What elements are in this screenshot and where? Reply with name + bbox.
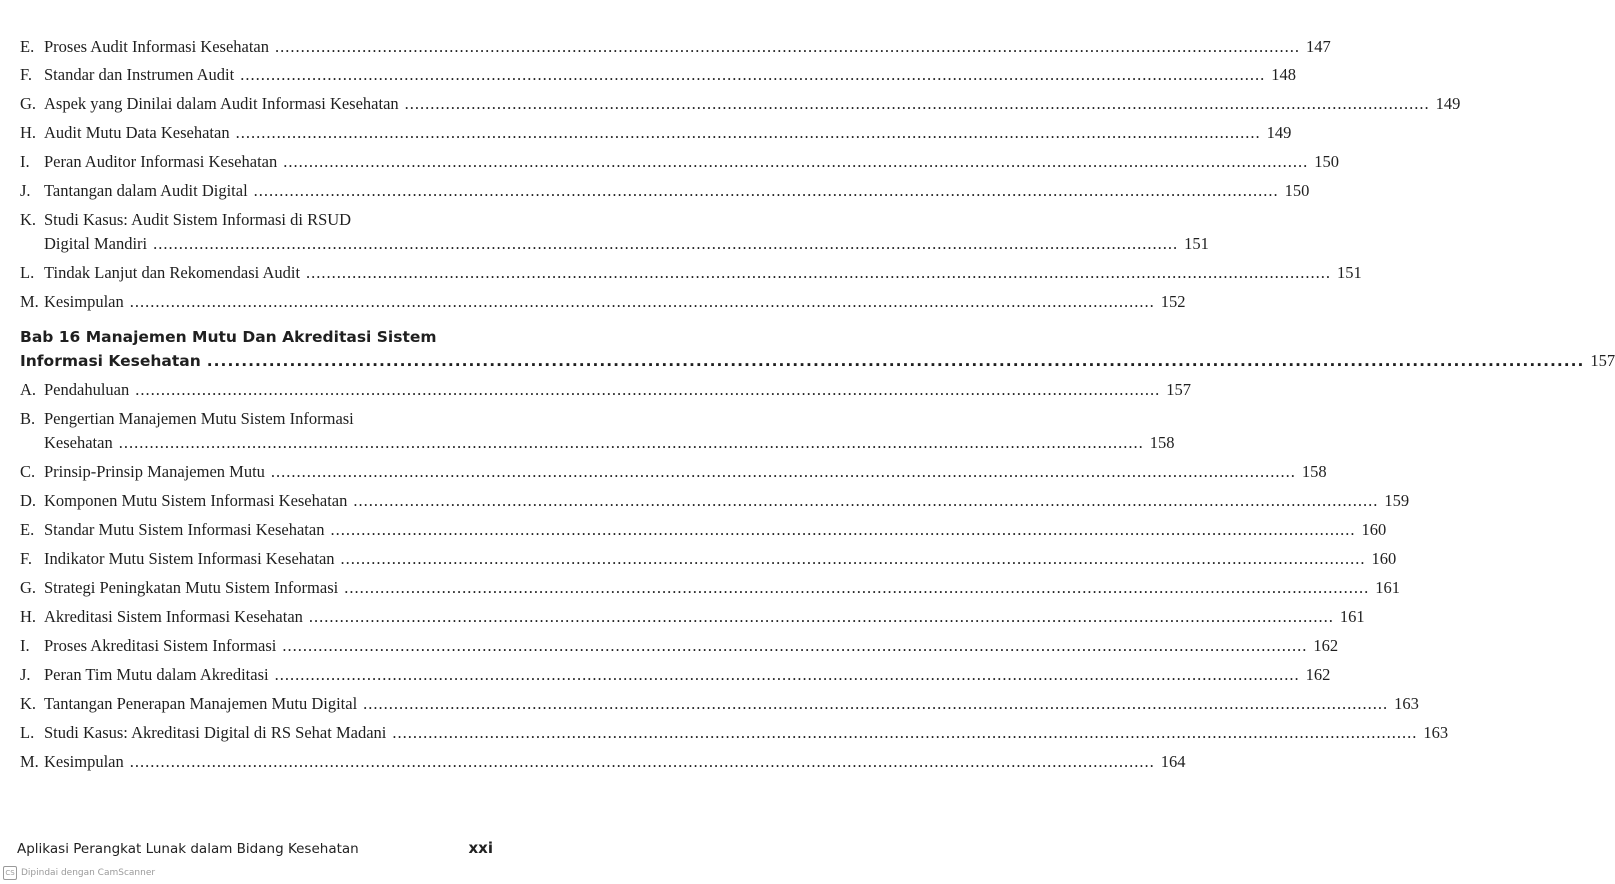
dot-leader: ........................................................................................................................................................................................................ [353, 491, 1379, 510]
entry-letter: I. [20, 152, 30, 171]
entry-letter: I. [20, 636, 30, 655]
dot-leader: ........................................................................................................................................................................................................ [270, 462, 1296, 481]
entry-title: Audit Mutu Data Kesehatan [44, 123, 230, 142]
toc-entry-i[interactable] [20, 634, 1339, 658]
toc-entry-h[interactable] [20, 121, 1292, 145]
entry-title-continuation: Kesehatan [44, 433, 113, 452]
entry-letter: G. [20, 578, 37, 597]
entry-page-number: 158 [1301, 462, 1327, 481]
entry-letter: J. [20, 181, 31, 200]
entry-page-number: 160 [1361, 520, 1387, 539]
entry-letter: K. [20, 694, 37, 713]
entry-letter: G. [20, 94, 37, 113]
dot-leader: ........................................................................................................................................................................................................ [306, 263, 1332, 282]
dot-leader: ........................................................................................................................................................................................................ [240, 65, 1266, 84]
entry-title: Indikator Mutu Sistem Informasi Kesehatan [44, 549, 335, 568]
chapter-title-continuation: Informasi Kesehatan [20, 352, 201, 370]
dot-leader: ........................................................................................................................................................................................................ [330, 520, 1356, 539]
entry-letter: E. [20, 37, 35, 56]
dot-leader: ........................................................................................................................................................................................................ [283, 152, 1309, 171]
entry-page-number: 151 [1337, 263, 1362, 282]
entry-page-number: 162 [1305, 665, 1331, 684]
entry-letter: J. [20, 665, 31, 684]
entry-page-number: 164 [1160, 752, 1186, 771]
entry-title: Tantangan Penerapan Manajemen Mutu Digital [44, 694, 358, 713]
entry-title: Peran Auditor Informasi Kesehatan [44, 152, 278, 171]
entry-letter: F. [20, 65, 32, 84]
entry-letter: E. [20, 520, 35, 539]
toc-entry-h[interactable] [20, 605, 1365, 629]
dot-leader: ........................................................................................................................................................................................................ [274, 665, 1300, 684]
entry-page-number: 162 [1313, 636, 1339, 655]
entry-title: Studi Kasus: Audit Sistem Informasi di RSUD [44, 210, 352, 229]
entry-page-number: 150 [1314, 152, 1339, 171]
entry-page-number: 149 [1266, 123, 1292, 142]
entry-title: Pendahuluan [44, 380, 130, 399]
toc-entry-k[interactable] [20, 692, 1419, 716]
dot-leader: ........................................................................................................................................................................................................ [129, 752, 1155, 771]
toc-entry-j[interactable] [20, 663, 1331, 687]
entry-letter: M. [20, 292, 39, 311]
toc-entry-g[interactable] [20, 92, 1461, 116]
toc-entry-b-continuation[interactable] [20, 431, 1175, 455]
entry-letter: C. [20, 462, 36, 481]
dot-leader: ........................................................................................................................................................................................................ [392, 723, 1418, 742]
entry-letter: M. [20, 752, 39, 771]
camscanner-logo-icon: CS [3, 866, 17, 880]
watermark-text: Dipindai dengan CamScanner [21, 868, 156, 878]
dot-leader: ........................................................................................................................................................................................................ [340, 549, 1366, 568]
entry-letter: F. [20, 549, 32, 568]
toc-entry-a[interactable] [20, 378, 1191, 402]
toc-entry-m[interactable] [20, 290, 1186, 314]
dot-leader: ........................................................................................................................................................................................................ [235, 123, 1261, 142]
scanner-watermark [3, 866, 155, 880]
entry-title: Kesimpulan [44, 752, 124, 771]
footer-book-title: Aplikasi Perangkat Lunak dalam Bidang Kesehatan [17, 841, 359, 857]
entry-title: Peran Tim Mutu dalam Akreditasi [44, 665, 269, 684]
dot-leader: ........................................................................................................................................................................................................ [344, 578, 1370, 597]
entry-page-number: 159 [1384, 491, 1410, 510]
toc-entry-b[interactable] [20, 407, 488, 431]
toc-entry-i[interactable] [20, 150, 1339, 174]
dot-leader: ........................................................................................................................................................................................................ [118, 433, 1144, 452]
entry-page-number: 150 [1284, 181, 1310, 200]
entry-page-number: 163 [1423, 723, 1449, 742]
dot-leader: ........................................................................................................................................................................................................ [253, 181, 1279, 200]
entry-title: Tantangan dalam Audit Digital [44, 181, 248, 200]
entry-page-number: 161 [1375, 578, 1400, 597]
entry-title: Studi Kasus: Akreditasi Digital di RS Sehat Madani [44, 723, 387, 742]
dot-leader: ........................................................................................................................................................................................................ [308, 607, 1334, 626]
entry-letter: D. [20, 491, 37, 510]
dot-leader: ........................................................................................................................................................................................................ [275, 37, 1300, 56]
entry-page-number: 152 [1160, 292, 1186, 311]
entry-title: Pengertian Manajemen Mutu Sistem Informasi [44, 409, 354, 428]
entry-title: Kesimpulan [44, 292, 124, 311]
chapter-heading-continuation[interactable] [20, 349, 1615, 373]
entry-letter: L. [20, 723, 35, 742]
entry-letter: L. [20, 263, 35, 282]
entry-title: Proses Akreditasi Sistem Informasi [44, 636, 277, 655]
footer-page-number: xxi [468, 839, 493, 857]
entry-title: Komponen Mutu Sistem Informasi Kesehatan [44, 491, 348, 510]
toc-entry-e[interactable] [20, 35, 1331, 59]
entry-page-number: 147 [1306, 37, 1331, 56]
toc-entry-k-continuation[interactable] [20, 232, 1209, 256]
toc-entry-f[interactable] [20, 63, 1296, 87]
entry-title: Proses Audit Informasi Kesehatan [44, 37, 269, 56]
toc-entry-m[interactable] [20, 750, 1186, 774]
chapter-heading[interactable] [20, 325, 488, 349]
entry-page-number: 161 [1339, 607, 1365, 626]
entry-page-number: 157 [1166, 380, 1191, 399]
entry-letter: H. [20, 123, 37, 142]
entry-letter: B. [20, 409, 36, 428]
toc-entry-g[interactable] [20, 576, 1400, 600]
toc-entry-k[interactable] [20, 208, 488, 232]
toc-entry-j[interactable] [20, 179, 1310, 203]
entry-title: Standar Mutu Sistem Informasi Kesehatan [44, 520, 325, 539]
entry-title-continuation: Digital Mandiri [44, 234, 148, 253]
entry-page-number: 160 [1371, 549, 1397, 568]
entry-page-number: 151 [1184, 234, 1209, 253]
dot-leader: ........................................................................................................................................................................................................ [282, 636, 1308, 655]
chapter-page-number: 157 [1590, 351, 1615, 370]
entry-page-number: 163 [1394, 694, 1419, 713]
chapter-title: Bab 16 Manajemen Mutu Dan Akreditasi Sistem [20, 328, 437, 346]
entry-page-number: 158 [1149, 433, 1175, 452]
entry-letter: K. [20, 210, 37, 229]
entry-page-number: 148 [1271, 65, 1296, 84]
entry-title: Standar dan Instrumen Audit [44, 65, 235, 84]
entry-title: Strategi Peningkatan Mutu Sistem Informasi [44, 578, 339, 597]
entry-title: Aspek yang Dinilai dalam Audit Informasi Kesehatan [44, 94, 399, 113]
dot-leader: ........................................................................................................................................................................................................ [153, 234, 1179, 253]
entry-title: Prinsip-Prinsip Manajemen Mutu [44, 462, 265, 481]
toc-entry-d[interactable] [20, 489, 1410, 513]
toc-entry-l[interactable] [20, 261, 1362, 285]
dot-leader: ........................................................................................................................................................................................................ [206, 352, 1585, 370]
toc-entry-l[interactable] [20, 721, 1449, 745]
dot-leader: ........................................................................................................................................................................................................ [129, 292, 1155, 311]
dot-leader: ........................................................................................................................................................................................................ [404, 94, 1430, 113]
entry-letter: H. [20, 607, 37, 626]
dot-leader: ........................................................................................................................................................................................................ [135, 380, 1161, 399]
entry-title: Tindak Lanjut dan Rekomendasi Audit [44, 263, 301, 282]
entry-page-number: 149 [1435, 94, 1461, 113]
entry-letter: A. [20, 380, 37, 399]
entry-title: Akreditasi Sistem Informasi Kesehatan [44, 607, 303, 626]
toc-entry-c[interactable] [20, 460, 1327, 484]
toc-entry-e[interactable] [20, 518, 1387, 542]
toc-entry-f[interactable] [20, 547, 1397, 571]
dot-leader: ........................................................................................................................................................................................................ [363, 694, 1389, 713]
